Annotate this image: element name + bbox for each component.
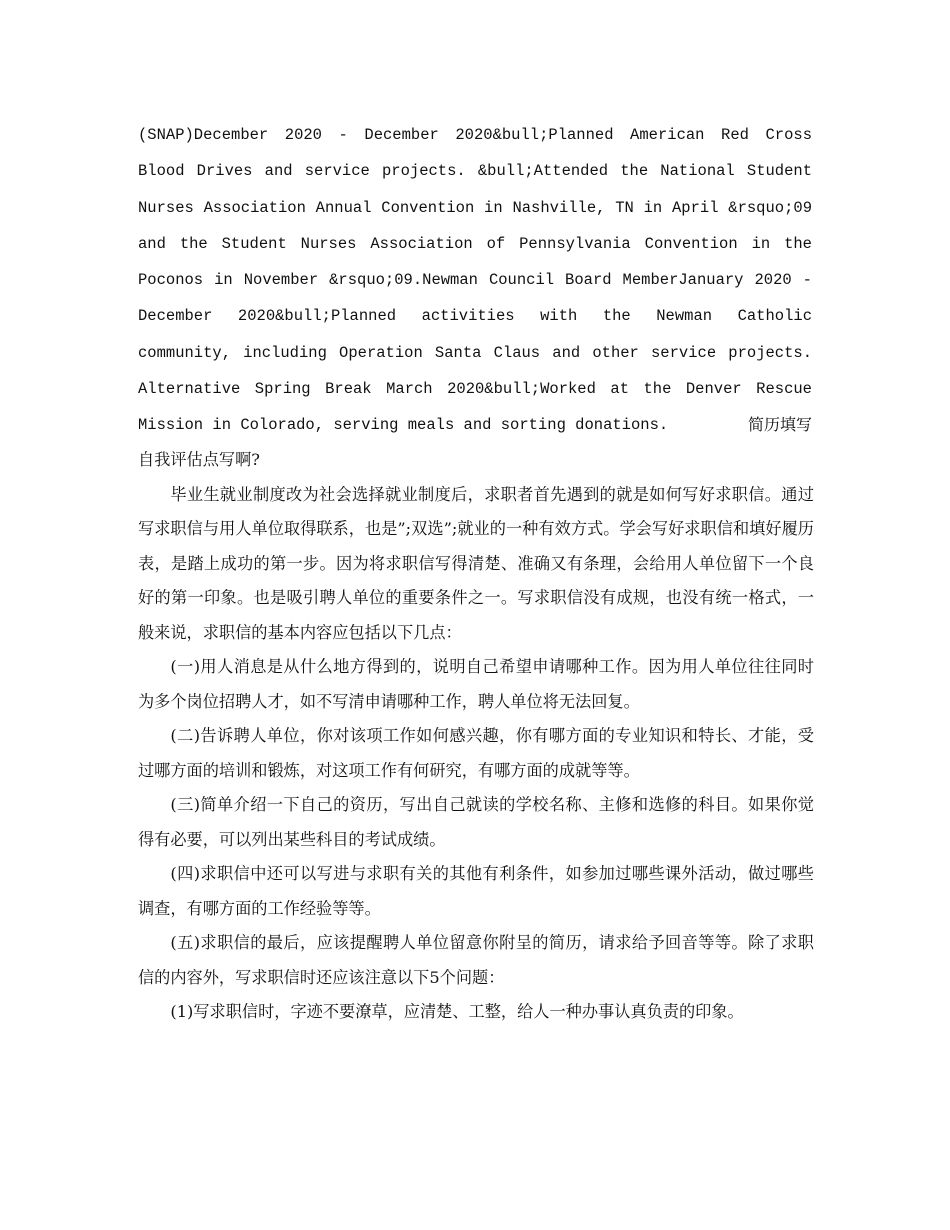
chinese-body [138, 443, 814, 1030]
english-text-block [138, 117, 812, 444]
text-line: community, including Operation Santa Claus and other service projects. [138, 343, 812, 362]
text-line: Mission in Colorado, serving meals and sorting donations. [138, 416, 669, 435]
text-line: December 2020&bull;Planned activities with the Newman Catholic [138, 307, 812, 326]
paragraph: 毕业生就业制度改为社会选择就业制度后，求职者首先遇到的就是如何写好求职信。通过写求职信与用人单位取得联系，也是”;双选”;就业的一种有效方式。学会写好求职信和填好履历表，是踏上成功的第一步。因为将求职信写得清楚、准确又有条理，会给用人单位留下一个良好的第一印象。也是吸引聘人单位的重要条件之一。写求职信没有成规，也没有统一格式，一般来说，求职信的基本内容应包括以下几点： [138, 484, 814, 642]
text-line-with-question [138, 407, 812, 443]
question-heading-part2: 自我评估点写啊? [138, 450, 260, 469]
text-line: Blood Drives and service projects. &bull;Attended the National Student [138, 162, 812, 181]
text-line: and the Student Nurses Association of Pennsylvania Convention in the [138, 234, 812, 253]
question-heading-part1: 简历填写 [747, 415, 812, 435]
text-line: Alternative Spring Break March 2020&bull;Worked at the Denver Rescue [138, 380, 812, 399]
text-line: (SNAP)December 2020 - December 2020&bull;Planned American Red Cross [138, 126, 812, 144]
paragraph: (四)求职信中还可以写进与求职有关的其他有利条件，如参加过哪些课外活动，做过哪些调查，有哪方面的工作经验等等。 [138, 864, 814, 918]
paragraph: (二)告诉聘人单位，你对该项工作如何感兴趣，你有哪方面的专业知识和特长、才能，受过哪方面的培训和锻炼，对这项工作有何研究，有哪方面的成就等等。 [138, 726, 814, 780]
text-line: Nurses Association Annual Convention in Nashville, TN in April &rsquo;09 [138, 198, 812, 217]
text-line: Poconos in November &rsquo;09.Newman Council Board MemberJanuary 2020 - [138, 271, 812, 290]
paragraph: (五)求职信的最后，应该提醒聘人单位留意你附呈的简历，请求给予回音等等。除了求职信的内容外，写求职信时还应该注意以下5个问题： [138, 933, 814, 987]
paragraph: (三)简单介绍一下自己的资历，写出自己就读的学校名称、主修和选修的科目。如果你觉得有必要，可以列出某些科目的考试成绩。 [138, 795, 814, 849]
paragraph: (一)用人消息是从什么地方得到的，说明自己希望申请哪种工作。因为用人单位往往同时为多个岗位招聘人才，如不写清申请哪种工作，聘人单位将无法回复。 [138, 657, 814, 711]
paragraph: (1)写求职信时，字迹不要潦草，应清楚、工整，给人一种办事认真负责的印象。 [170, 1002, 744, 1021]
